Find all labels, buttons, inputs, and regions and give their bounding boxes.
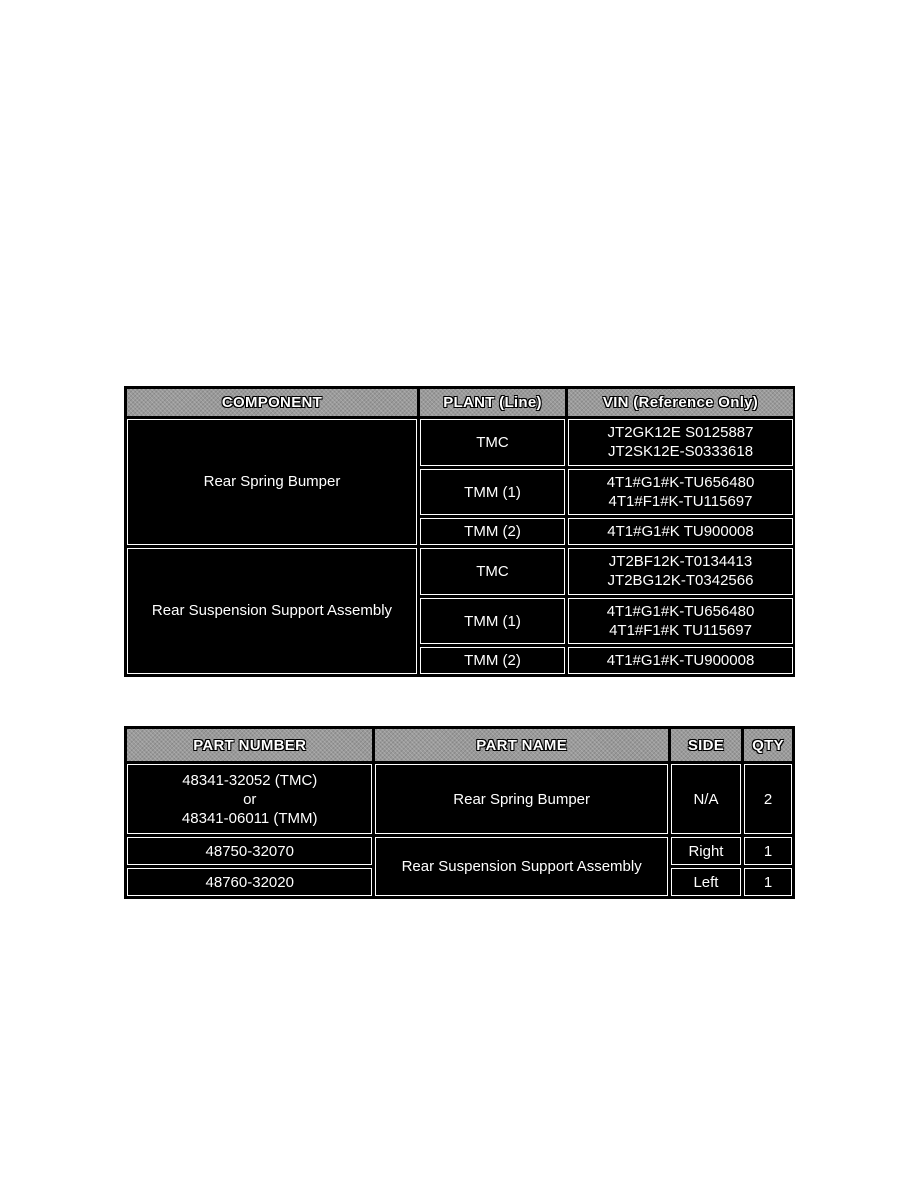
side-cell: Left	[671, 868, 741, 896]
vin-line: 4T1#G1#K-TU656480	[606, 603, 755, 621]
vin-line: JT2BG12K-T0342566	[607, 572, 754, 590]
header-part-name: PART NAME	[375, 729, 667, 761]
vin-line: 4T1#F1#K TU115697	[609, 622, 752, 640]
table-row	[127, 764, 792, 834]
table-row	[127, 548, 793, 595]
vin-cell	[568, 419, 793, 466]
plant-cell: TMM (2)	[420, 518, 565, 545]
part-number-line: 48341-32052 (TMC)	[182, 771, 318, 789]
vin-line: 4T1#G1#K-TU900008	[606, 652, 755, 670]
plant-cell: TMM (2)	[420, 647, 565, 674]
component-vin-table-grid	[124, 386, 796, 677]
plant-cell: TMM (1)	[420, 598, 565, 645]
vin-line: JT2BF12K-T0134413	[608, 553, 753, 571]
table-row	[127, 419, 793, 466]
side-cell: N/A	[671, 764, 741, 834]
parts-table-grid	[124, 726, 795, 899]
qty-cell: 1	[744, 868, 792, 896]
vin-cell	[568, 647, 793, 674]
part-number-line: or	[243, 790, 257, 808]
vin-cell	[568, 469, 793, 516]
header-part-number: PART NUMBER	[127, 729, 372, 761]
part-number-line: 48341-06011 (TMM)	[181, 809, 318, 827]
qty-cell: 2	[744, 764, 792, 834]
vin-line: JT2SK12E-S0333618	[607, 443, 754, 461]
header-component: COMPONENT	[127, 389, 417, 416]
header-plant: PLANT (Line)	[420, 389, 565, 416]
part-number-cell: 48750-32070	[127, 837, 372, 865]
parts-table	[124, 726, 795, 899]
table-row	[127, 837, 792, 865]
vin-line: JT2GK12E S0125887	[607, 424, 754, 442]
part-name-cell: Rear Suspension Support Assembly	[375, 837, 667, 896]
vin-cell	[568, 518, 793, 545]
header-qty: QTY	[744, 729, 792, 761]
vin-cell	[568, 598, 793, 645]
vin-line: 4T1#F1#K-TU115697	[608, 493, 753, 511]
header-vin: VIN (Reference Only)	[568, 389, 793, 416]
vin-line: 4T1#G1#K TU900008	[607, 523, 754, 541]
qty-cell: 1	[744, 837, 792, 865]
plant-cell: TMM (1)	[420, 469, 565, 516]
plant-cell: TMC	[420, 548, 565, 595]
part-number-cell: 48760-32020	[127, 868, 372, 896]
plant-cell: TMC	[420, 419, 565, 466]
component-cell: Rear Suspension Support Assembly	[127, 548, 417, 674]
side-cell: Right	[671, 837, 741, 865]
component-cell: Rear Spring Bumper	[127, 419, 417, 545]
header-side: SIDE	[671, 729, 741, 761]
part-name-cell: Rear Spring Bumper	[375, 764, 667, 834]
vin-line: 4T1#G1#K-TU656480	[606, 474, 755, 492]
component-vin-table	[124, 386, 795, 677]
part-number-cell	[127, 764, 372, 834]
vin-cell	[568, 548, 793, 595]
